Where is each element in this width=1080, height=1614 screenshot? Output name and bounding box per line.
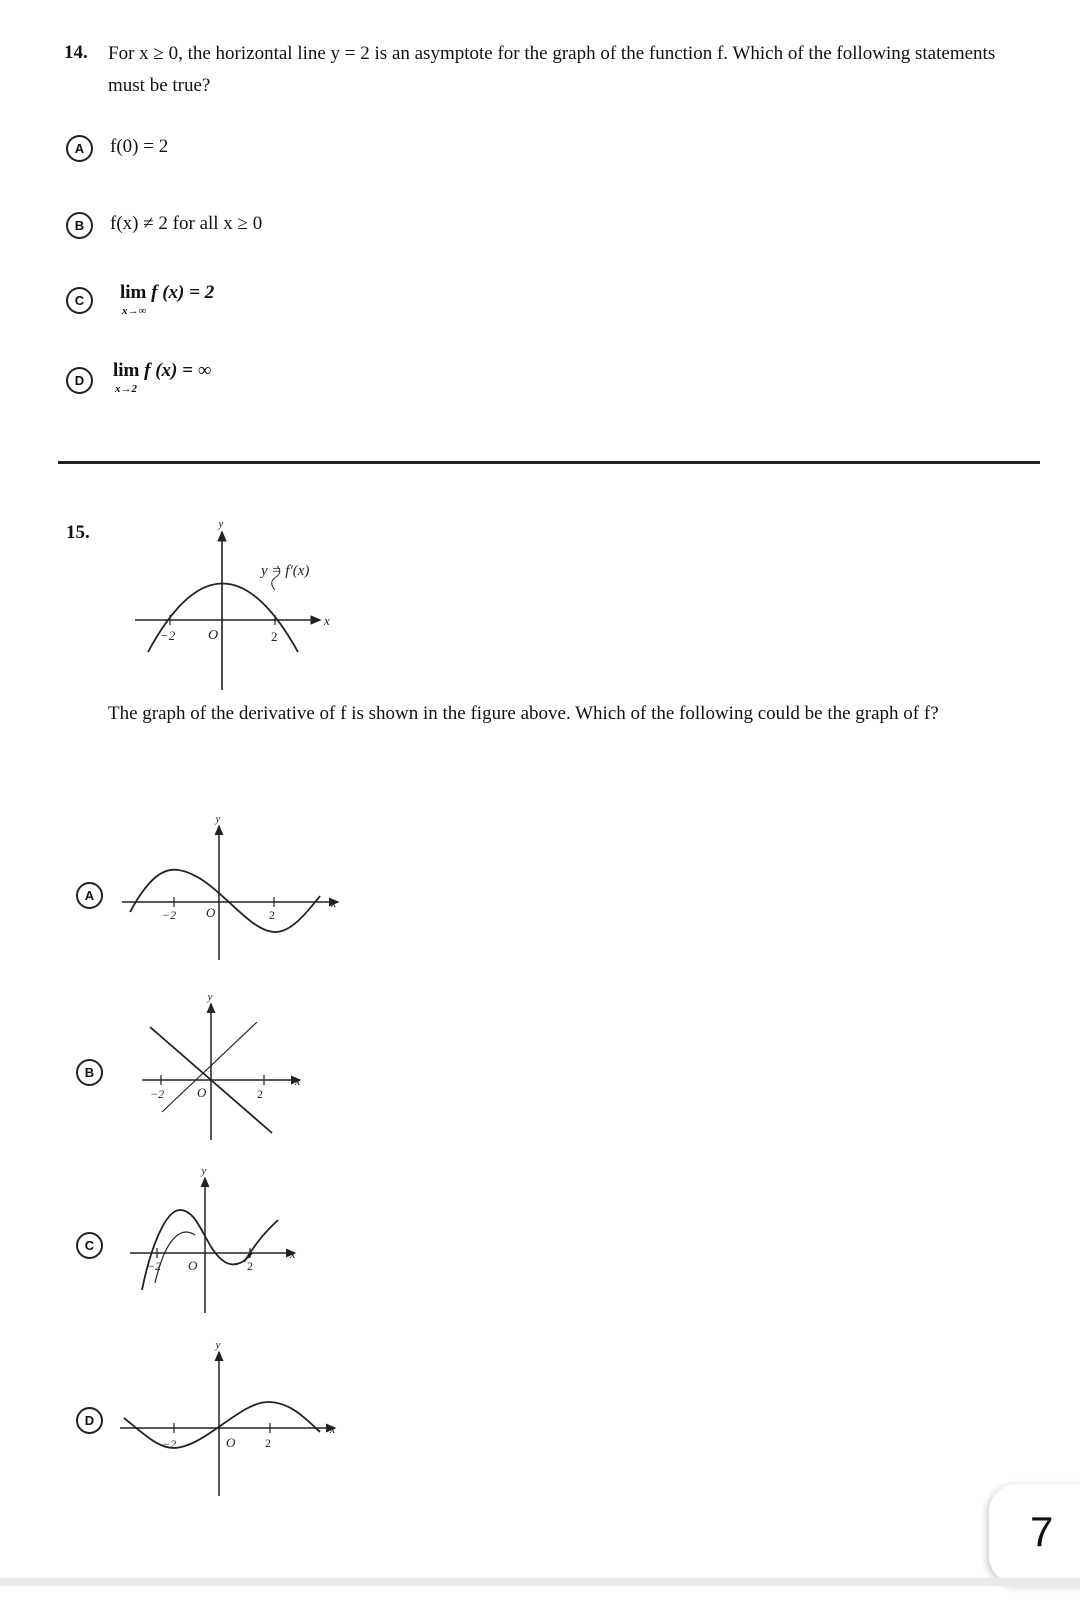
tick-neg-label: −2 [150,1087,165,1101]
lim-expression: f (x) = ∞ [144,360,212,381]
lim-subscript: x→∞ [122,305,147,317]
graph-curve-tail [244,1220,278,1262]
choice-14-c-badge[interactable]: C [66,287,93,314]
y-axis-label: y [218,518,224,530]
choice-15-a-badge[interactable]: A [76,882,103,909]
question-14-text: For x ≥ 0, the horizontal line y = 2 is an asymptote for the graph of the function f. Which of the following statements must be true? [108,43,996,96]
tick-pos-label: 2 [271,629,278,644]
choice-15-a-graph[interactable] [122,813,338,960]
origin-label: O [226,1435,236,1450]
choice-14-b-badge[interactable]: B [66,212,93,239]
question-15-text: The graph of the derivative of f is shown in the figure above. Which of the following could be the graph of f? [108,703,939,724]
choice-15-b-badge[interactable]: B [76,1059,103,1086]
bottom-bar [0,1578,1080,1586]
tick-pos-label: 2 [269,908,275,922]
tick-pos-label: 2 [265,1436,271,1450]
origin-label: O [208,628,219,643]
origin-label: O [188,1258,198,1273]
lim-operator: lim [120,282,147,303]
y-axis-label: y [215,813,221,825]
choice-15-c-graph[interactable] [130,1165,296,1313]
choice-15-b-graph[interactable] [142,991,301,1140]
choice-14-a-text[interactable]: f(0) = 2 [110,136,169,157]
question-14-number: 14. [64,42,88,63]
choice-14-b-text[interactable]: f(x) ≠ 2 for all x ≥ 0 [110,213,263,234]
y-axis-label: y [201,1165,207,1177]
curve-label: y = f′(x) [261,563,310,579]
derivative-graph [135,518,330,690]
tick-neg-label: −2 [160,628,176,643]
x-axis-label: x [330,1422,336,1436]
tick-neg-label: −2 [147,1259,162,1273]
y-axis-label: y [215,1339,221,1351]
graph-curve [130,870,320,932]
tick-pos-label: 2 [257,1087,263,1101]
choice-15-c-badge[interactable]: C [76,1232,103,1259]
x-axis-label: x [295,1074,301,1088]
lim-expression: f (x) = 2 [151,282,215,303]
page-number: 7 [1030,1508,1054,1555]
origin-label: O [206,905,216,920]
graph-line-rising [162,1022,257,1112]
origin-label: O [197,1085,207,1100]
lim-operator: lim [113,360,140,381]
choice-14-a-badge[interactable]: A [66,135,93,162]
x-axis-label: x [290,1247,296,1261]
choice-15-d-badge[interactable]: D [76,1407,103,1434]
y-axis-label: y [207,991,213,1003]
graph-curve [142,1210,252,1290]
lim-subscript: x→2 [115,383,137,395]
question-15-number: 15. [66,522,90,543]
x-axis-label: x [324,613,330,628]
choice-14-d-badge[interactable]: D [66,367,93,394]
choice-15-d-graph[interactable] [120,1339,336,1496]
tick-neg-label: −2 [162,908,177,922]
tick-pos-label: 2 [247,1259,253,1273]
tick-neg-label: −2 [162,1437,177,1451]
graph-curve [124,1402,320,1448]
x-axis-label: x [331,896,337,910]
